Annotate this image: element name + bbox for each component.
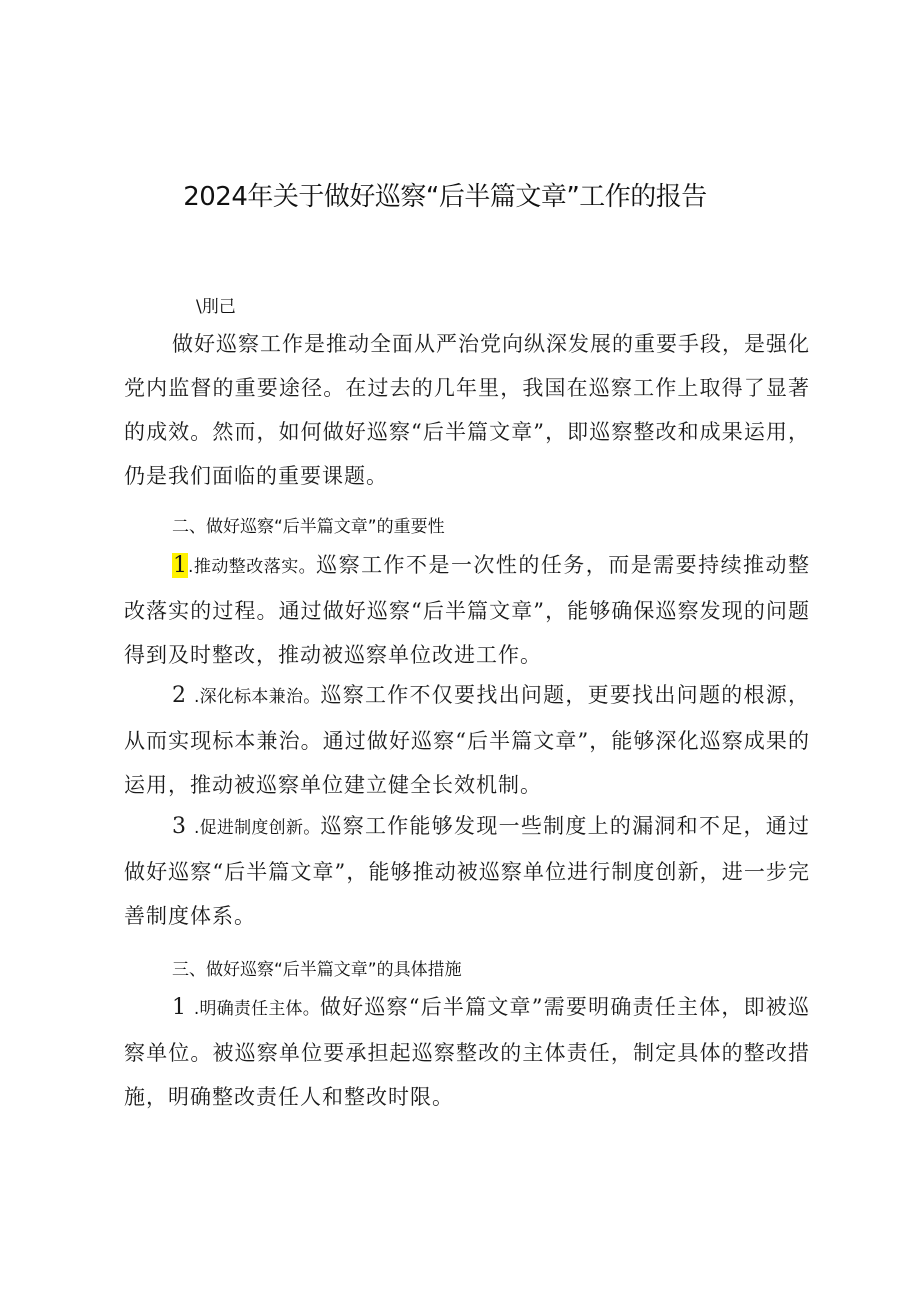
item-text: 巡察工作能够发现一些制度上的漏洞和不足，通过做好巡察“后半篇文章”，能够推动被巡察单位进行制度创新，进一步完善制度体系。 <box>124 814 811 928</box>
item-lead: .促进制度创新。 <box>193 818 321 838</box>
intro-paragraph: 做好巡察工作是推动全面从严治党向纵深发展的重要手段，是强化党内监督的重要途径。在过去的几年里，我国在巡察工作上取得了显著的成效。然而，如何做好巡察“后半篇文章”，即巡察整改和成果运用，仍是我们面临的重要课题。 <box>124 332 810 488</box>
item-lead: .深化标本兼治。 <box>193 687 321 707</box>
item-lead: .推动整改落实。 <box>188 557 317 577</box>
section-2-heading: 二、做好巡察“后半篇文章”的重要性 <box>172 517 445 537</box>
document-title: 2024年关于做好巡察“后半篇文章”工作的报告 <box>183 182 707 212</box>
section-2-item-2 <box>124 673 810 807</box>
section-2-item-3 <box>124 804 810 938</box>
item-number: 3 <box>172 814 186 839</box>
item-number-highlighted: 1 <box>173 553 187 578</box>
preface-label: \刖己 <box>196 297 236 317</box>
item-text: 巡察工作不仅要找出问题，更要找出问题的根源，从而实现标本兼治。通过做好巡察“后半篇文章”，能够深化巡察成果的运用，推动被巡察单位建立健全长效机制。 <box>124 683 811 797</box>
item-text: 巡察工作不是一次性的任务，而是需要持续推动整改落实的过程。通过做好巡察“后半篇文章”，能够确保巡察发现的问题得到及时整改，推动被巡察单位改进工作。 <box>124 553 810 667</box>
section-2-item-1 <box>124 543 810 677</box>
section-3-heading: 三、做好巡察“后半篇文章”的具体措施 <box>172 960 462 980</box>
item-number: 2 <box>172 683 186 708</box>
item-text: 做好巡察“后半篇文章”需要明确责任主体，即被巡察单位。被巡察单位要承担起巡察整改的主体责任，制定具体的整改措施，明确整改责任人和整改时限。 <box>124 995 810 1109</box>
item-lead: .明确责任主体。 <box>193 999 320 1019</box>
item-number: 1 <box>172 995 186 1020</box>
section-3-item-1 <box>124 985 810 1119</box>
